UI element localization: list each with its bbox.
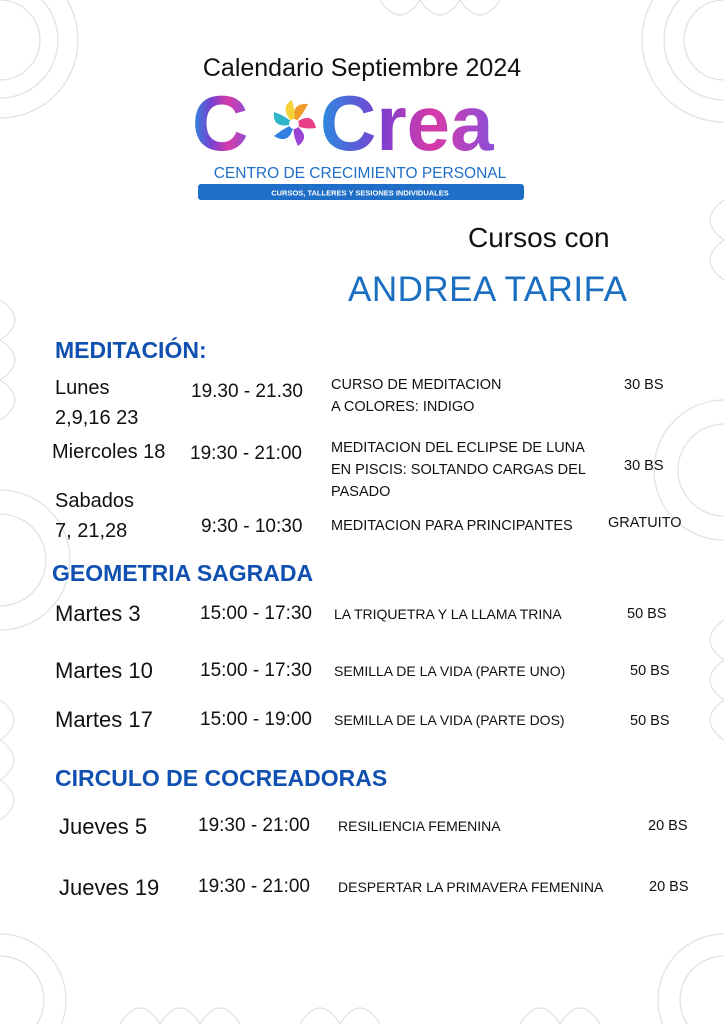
row-time: 15:00 - 17:30 <box>200 603 312 624</box>
row-price: 50 BS <box>630 663 670 679</box>
logo-tagline: CURSOS, TALLERES Y SESIONES INDIVIDUALES <box>271 188 449 198</box>
row-description: MEDITACION PARA PRINCIPANTES <box>331 518 573 534</box>
calendar-title: Calendario Septiembre 2024 <box>202 54 522 82</box>
section-heading-meditacion: MEDITACIÓN: <box>55 337 207 363</box>
row-description: LA TRIQUETRA Y LA LLAMA TRINA <box>334 606 562 622</box>
row-price: 30 BS <box>624 458 664 474</box>
teacher-name: ANDREA TARIFA <box>348 270 628 309</box>
row-day: Lunes 2,9,16 23 <box>55 377 139 429</box>
row-time: 19:30 - 21:00 <box>190 443 302 464</box>
row-price: 50 BS <box>630 713 670 729</box>
row-price: 50 BS <box>627 606 667 622</box>
row-day: Jueves 5 <box>59 814 148 839</box>
row-description: SEMILLA DE LA VIDA (PARTE DOS) <box>334 712 565 728</box>
logo-word-prefix: C <box>192 86 249 167</box>
intro-text: Cursos con <box>468 222 610 253</box>
logo-subtitle: CENTRO DE CRECIMIENTO PERSONAL <box>213 165 507 182</box>
logo-swirl-icon <box>270 100 318 148</box>
row-price: 20 BS <box>649 879 689 895</box>
row-time: 15:00 - 17:30 <box>200 660 312 681</box>
row-time: 19:30 - 21:00 <box>198 815 310 836</box>
row-day: Sabados 7, 21,28 <box>55 490 134 542</box>
cocrea-logo <box>190 86 530 204</box>
row-time: 19.30 - 21.30 <box>191 381 303 402</box>
row-day: Jueves 19 <box>59 875 160 900</box>
row-price: 30 BS <box>624 377 664 393</box>
row-day: Martes 3 <box>55 601 141 626</box>
row-time: 15:00 - 19:00 <box>200 709 312 730</box>
row-day: Miercoles 18 <box>52 441 166 463</box>
logo-word-suffix: Crea <box>320 86 494 167</box>
section-heading-circulo: CIRCULO DE COCREADORAS <box>55 765 388 791</box>
row-time: 19:30 - 21:00 <box>198 876 310 897</box>
row-description: DESPERTAR LA PRIMAVERA FEMENINA <box>338 879 604 895</box>
row-price: 20 BS <box>648 818 688 834</box>
row-description: RESILIENCIA FEMENINA <box>338 818 501 834</box>
row-description: SEMILLA DE LA VIDA (PARTE UNO) <box>334 663 566 679</box>
row-price: GRATUITO <box>608 515 682 531</box>
row-day: Martes 10 <box>55 658 153 683</box>
row-description: CURSO DE MEDITACION A COLORES: INDIGO <box>331 377 502 415</box>
row-description: MEDITACION DEL ECLIPSE DE LUNA EN PISCIS: SOLTANDO CARGAS DEL PASADO <box>331 440 586 500</box>
section-heading-geometria: GEOMETRIA SAGRADA <box>52 560 314 586</box>
row-time: 9:30 - 10:30 <box>201 516 303 537</box>
row-day: Martes 17 <box>55 707 153 732</box>
